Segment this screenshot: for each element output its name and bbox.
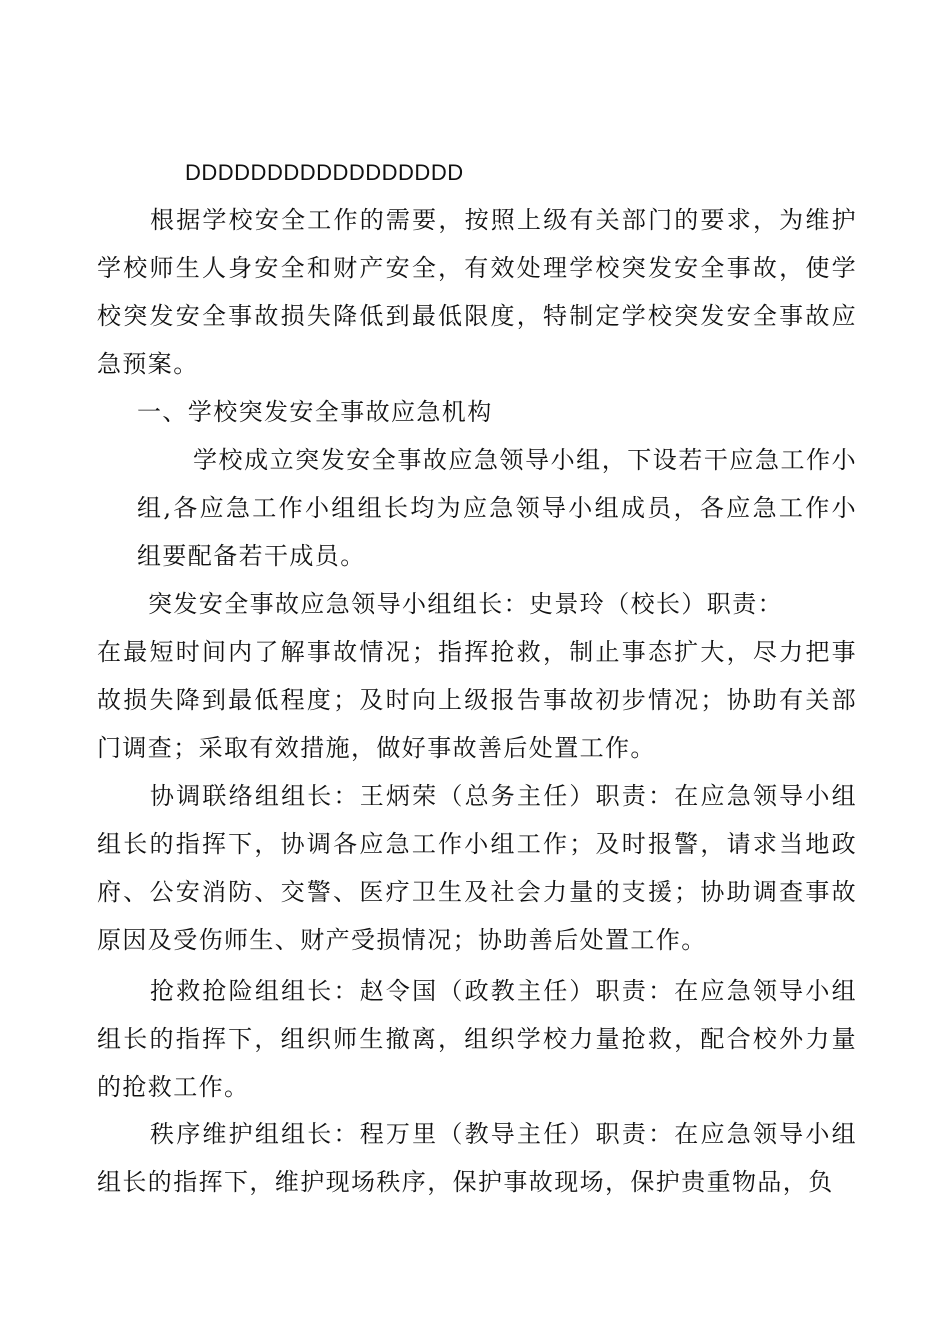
leader-line: 突发安全事故应急领导小组组长：史景玲（校长）职责：	[148, 590, 783, 618]
leader-duties-paragraph: 在最短时间内了解事故情况；指挥抢救，制止事态扩大，尽力把事故损失降到最低程度；及时向上级报告事故初步情况；协助有关部门调查；采取有效措施，做好事故善后处置工作。	[97, 638, 857, 762]
section-body-organization: 学校成立突发安全事故应急领导小组，下设若干应急工作小组,各应急工作小组组长均为应急领导小组成员，各应急工作小组要配备若干成员。	[137, 446, 857, 570]
rescue-group-paragraph: 抢救抢险组组长：赵令国（政教主任）职责：在应急领导小组组长的指挥下，组织师生撤离，组织学校力量抢救，配合校外力量的抢救工作。	[97, 977, 857, 1101]
section-heading-emergency-organization: 一、学校突发安全事故应急机构	[137, 398, 493, 426]
intro-paragraph: 根据学校安全工作的需要，按照上级有关部门的要求，为维护学校师生人身安全和财产安全，有效处理学校突发安全事故，使学校突发安全事故损失降低到最低限度，特制定学校突发安全事故应急预案。	[97, 206, 857, 378]
order-group-paragraph: 秩序维护组组长：程万里（教导主任）职责：在应急领导小组组长的指挥下，维护现场秩序，保护事故现场，保护贵重物品，负	[97, 1120, 857, 1196]
coordination-group-paragraph: 协调联络组组长：王炳荣（总务主任）职责：在应急领导小组组长的指挥下，协调各应急工作小组工作；及时报警，请求当地政府、公安消防、交警、医疗卫生及社会力量的支援；协助调查事故原因及受伤师生、财产受损情况；协助善后处置工作。	[97, 782, 857, 954]
document-title: DDDDDDDDDDDDDDDDD	[185, 160, 464, 185]
